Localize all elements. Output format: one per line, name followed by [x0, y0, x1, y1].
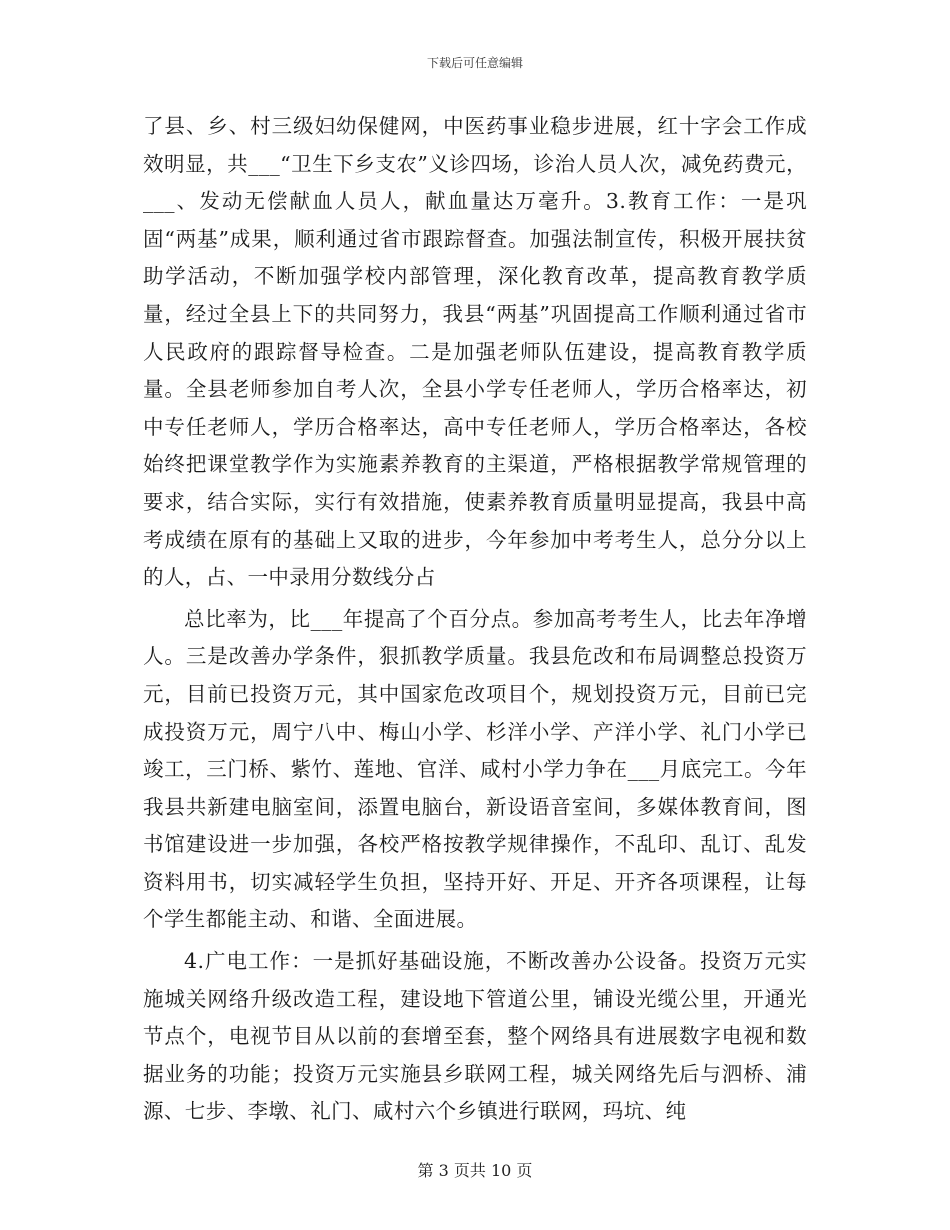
- page-header: 下载后可任意编辑: [426, 56, 523, 70]
- paragraph-broadcast-work: 4.广电工作：一是抓好基础设施，不断改善办公设备。投资万元实施城关网络升级改造工程，建设地下管道公里，铺设光缆公里，开通光节点个，电视节目从以前的套增至套，整个网络具有进展数字电视和数据业务的功能；投资万元实施县乡联网工程，城关网络先后与泗桥、浦源、七步、李墩、礼门、咸村六个乡镇进行联网，玛坑、纯: [143, 949, 807, 1124]
- paragraph-school-conditions: 总比率为，比___年提高了个百分点。参加高考考生人，比去年净增人。三是改善办学条件，狠抓教学质量。我县危改和布局调整总投资万元，目前已投资万元，其中国家危改项目个，规划投资万元，目前已完成投资万元，周宁八中、梅山小学、杉洋小学、产洋小学、礼门小学已竣工，三门桥、紫竹、莲地、官洋、咸村小学力争在___月底完工。今年我县共新建电脑室间，添置电脑台，新设语音室间，多媒体教育间，图书馆建设进一步加强，各校严格按教学规律操作，不乱印、乱订、乱发资料用书，切实减轻学生负担，坚持开好、开足、开齐各项课程，让每个学生都能主动、和谐、全面进展。: [143, 606, 807, 932]
- page-number-footer: 第 3 页共 10 页: [417, 1161, 533, 1180]
- paragraph-health-education: 了县、乡、村三级妇幼保健网，中医药事业稳步进展，红十字会工作成效明显，共___“卫生下乡支农”义诊四场，诊治人员人次，减免药费元，___、发动无偿献血人员人，献血量达万毫升。3.教育工作：一是巩固“两基”成果，顺利通过省市跟踪督查。加强法制宣传，积极开展扶贫助学活动，不断加强学校内部管理，深化教育改革，提高教育教学质量，经过全县上下的共同努力，我县“两基”巩固提高工作顺利通过省市人民政府的跟踪督导检查。二是加强老师队伍建设，提高教育教学质量。全县老师参加自考人次，全县小学专任老师人，学历合格率达，初中专任老师人，学历合格率达，高中专任老师人，学历合格率达，各校始终把课堂教学作为实施素养教育的主渠道，严格根据教学常规管理的要求，结合实际，实行有效措施，使素养教育质量明显提高，我县中高考成绩在原有的基础上又取的进步，今年参加中考考生人，总分分以上的人，占、一中录用分数线分占: [143, 114, 807, 590]
- document-body: [143, 108, 807, 1131]
